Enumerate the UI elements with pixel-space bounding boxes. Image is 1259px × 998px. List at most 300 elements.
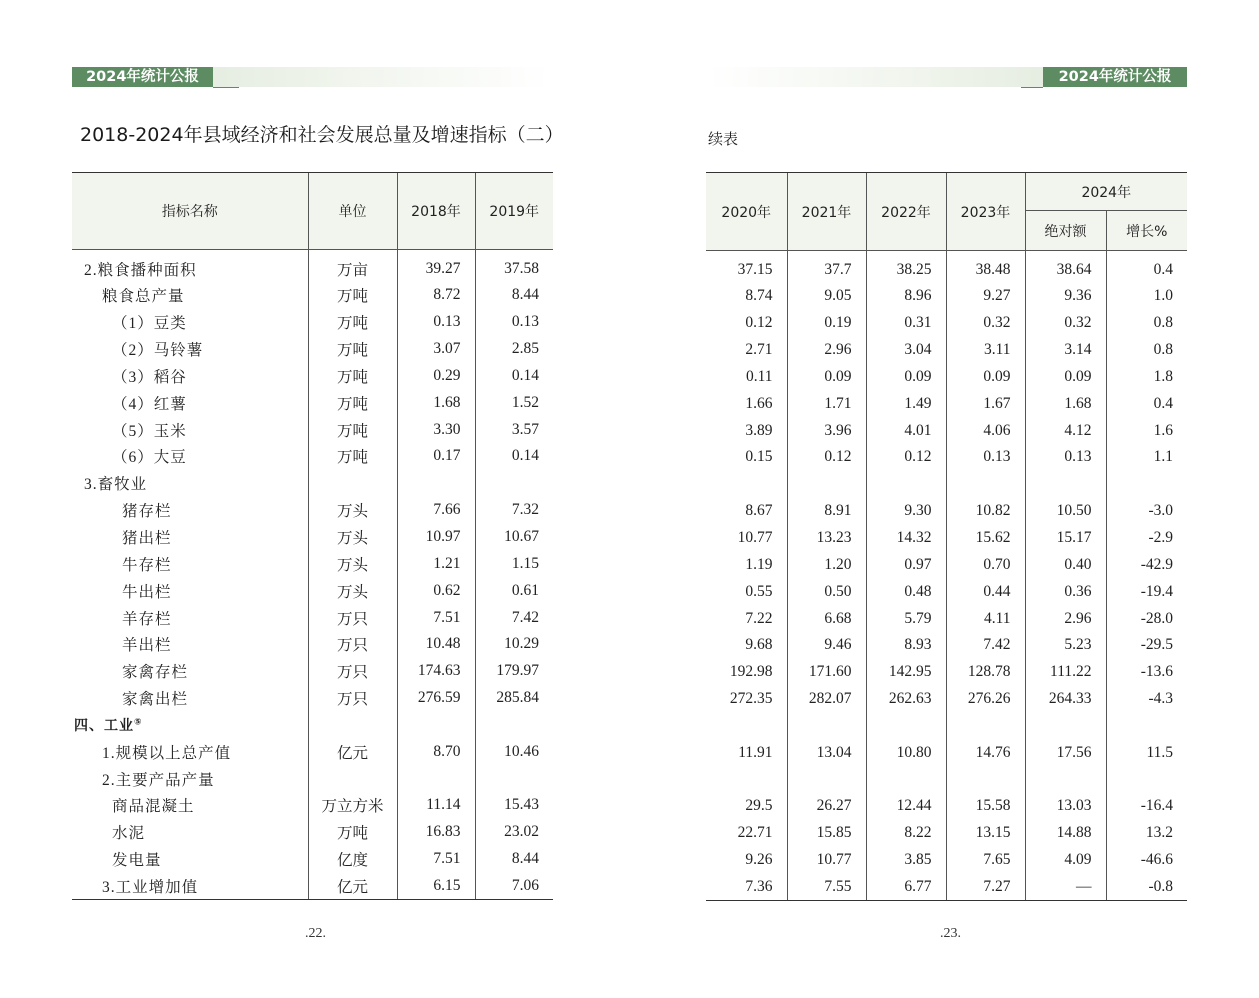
value-2020-cell <box>706 471 787 498</box>
value-2020-cell <box>706 713 787 740</box>
page-number-left: .22. <box>305 926 326 941</box>
value-2018-cell <box>397 712 475 739</box>
header-2024-group: 2024年 <box>1025 173 1187 211</box>
unit-cell: 亿元 <box>308 738 397 765</box>
table-row <box>72 497 553 524</box>
value-2020-cell: 7.22 <box>745 609 773 627</box>
value-2019-cell: 0.13 <box>475 309 553 336</box>
value-2019-cell: 1.52 <box>475 389 553 416</box>
table-row <box>706 390 1187 417</box>
page-number-right: .23. <box>940 926 961 941</box>
table-row <box>72 658 553 685</box>
value-2019-cell: 2.85 <box>475 336 553 363</box>
value-2022-cell: 3.85 <box>866 847 946 874</box>
header-2018: 2018年 <box>397 173 475 250</box>
table-row <box>706 739 1187 766</box>
table-row <box>72 470 553 497</box>
table-row <box>706 686 1187 713</box>
header-indicator-name: 指标名称 <box>72 173 308 250</box>
value-2021-cell <box>787 766 866 793</box>
value-2023-cell: 4.11 <box>946 605 1025 632</box>
indicator-name-cell <box>72 497 308 524</box>
table-row <box>72 309 553 336</box>
indicator-name: （2）马铃薯 <box>112 342 204 360</box>
indicator-name-cell <box>72 765 308 792</box>
indicator-name-cell <box>72 738 308 765</box>
value-2021-cell: 1.20 <box>787 551 866 578</box>
value-2022-cell: 1.49 <box>866 390 946 417</box>
value-2020-cell: 2.71 <box>745 341 773 359</box>
indicator-name-cell <box>72 685 308 712</box>
value-2020-cell: 1.66 <box>745 394 773 412</box>
value-2024-cell: 15.17 <box>1025 525 1106 552</box>
growth-cell: -0.8 <box>1106 874 1187 901</box>
table-row <box>706 766 1187 793</box>
table-row <box>706 337 1187 364</box>
value-2019-cell: 23.02 <box>475 819 553 846</box>
value-2021-cell: 0.19 <box>787 310 866 337</box>
growth-cell: -46.6 <box>1106 847 1187 874</box>
indicator-name: 四、工业 <box>74 717 134 734</box>
value-2020-cell: 0.55 <box>745 582 773 600</box>
indicator-name: 商品混凝土 <box>112 798 195 816</box>
value-2022-cell: 6.77 <box>866 874 946 901</box>
value-2024-cell: 0.13 <box>1025 444 1106 471</box>
value-2024-cell: 0.32 <box>1025 310 1106 337</box>
left-data-table <box>72 172 553 900</box>
value-2018-cell <box>397 470 475 497</box>
growth-cell: 0.8 <box>1106 310 1187 337</box>
value-2024-cell <box>1025 766 1106 793</box>
unit-cell <box>308 470 397 497</box>
value-2019-cell: 8.44 <box>475 282 553 309</box>
value-2023-cell: 0.70 <box>946 551 1025 578</box>
value-2018-cell: 8.72 <box>397 282 475 309</box>
indicator-name: 发电量 <box>112 852 162 870</box>
value-2023-cell: 0.13 <box>946 444 1025 471</box>
value-2019-cell: 0.14 <box>475 443 553 470</box>
value-2024-cell: 3.14 <box>1025 337 1106 364</box>
table-row <box>706 820 1187 847</box>
value-2021-cell: 9.46 <box>787 632 866 659</box>
unit-cell: 万吨 <box>308 282 397 309</box>
unit-cell: 万头 <box>308 550 397 577</box>
growth-cell: -3.0 <box>1106 498 1187 525</box>
unit-cell: 万吨 <box>308 309 397 336</box>
table-row <box>72 873 553 900</box>
indicator-name-cell <box>72 524 308 551</box>
table-row <box>706 471 1187 498</box>
table-row <box>706 364 1187 391</box>
value-2020-cell: 0.12 <box>745 314 773 332</box>
table-row <box>72 631 553 658</box>
value-2020-cell: 10.77 <box>737 529 773 547</box>
value-2023-cell: 1.67 <box>946 390 1025 417</box>
value-2024-cell: 17.56 <box>1025 739 1106 766</box>
unit-cell: 万吨 <box>308 819 397 846</box>
growth-cell: 13.2 <box>1106 820 1187 847</box>
indicator-name: 猪存栏 <box>122 503 172 521</box>
table-row <box>72 577 553 604</box>
indicator-name: 牛存栏 <box>122 556 172 574</box>
value-2022-cell <box>866 471 946 498</box>
value-2020-cell: 7.36 <box>706 874 787 901</box>
indicator-name-cell <box>72 846 308 873</box>
table-row <box>706 498 1187 525</box>
table-row <box>72 250 553 283</box>
unit-cell: 万吨 <box>308 389 397 416</box>
value-2022-cell <box>866 766 946 793</box>
value-2023-cell: 128.78 <box>946 659 1025 686</box>
table-row <box>72 389 553 416</box>
value-2022-cell: 142.95 <box>866 659 946 686</box>
value-2022-cell: 9.30 <box>866 498 946 525</box>
value-2018-cell: 1.68 <box>397 389 475 416</box>
table-title: 2018-2024年县域经济和社会发展总量及增速指标（二） <box>80 124 564 146</box>
value-2023-cell: 9.27 <box>946 283 1025 310</box>
value-2020-cell: 29.5 <box>745 797 773 815</box>
indicator-name: 粮食总产量 <box>102 288 185 306</box>
indicator-name-cell <box>72 282 308 309</box>
value-2022-cell: 0.48 <box>866 578 946 605</box>
growth-cell <box>1106 766 1187 793</box>
value-2024-cell: 14.88 <box>1025 820 1106 847</box>
table-row <box>72 336 553 363</box>
unit-cell: 万只 <box>308 658 397 685</box>
indicator-name-cell <box>72 819 308 846</box>
value-2023-cell: 15.62 <box>946 525 1025 552</box>
unit-cell: 万吨 <box>308 416 397 443</box>
indicator-name: 羊存栏 <box>122 610 172 628</box>
right-data-table <box>706 172 1187 901</box>
right-table-body <box>706 251 1187 901</box>
header-absolute: 绝对额 <box>1025 211 1106 251</box>
left-table-body <box>72 250 553 900</box>
value-2019-cell: 8.44 <box>475 846 553 873</box>
value-2019-cell: 10.46 <box>475 738 553 765</box>
value-2020-cell: 9.68 <box>745 636 773 654</box>
growth-cell <box>1106 713 1187 740</box>
table-row <box>706 632 1187 659</box>
header-2022: 2022年 <box>866 173 946 251</box>
unit-cell: 万头 <box>308 577 397 604</box>
value-2020-cell: 22.71 <box>737 824 773 842</box>
value-2023-cell: 13.15 <box>946 820 1025 847</box>
table-row <box>706 713 1187 740</box>
value-2019-cell <box>475 765 553 792</box>
header-2021: 2021年 <box>787 173 866 251</box>
value-2018-cell: 0.17 <box>397 443 475 470</box>
growth-cell: -16.4 <box>1106 793 1187 820</box>
value-2019-cell: 15.43 <box>475 792 553 819</box>
table-row <box>706 310 1187 337</box>
value-2023-cell <box>946 766 1025 793</box>
indicator-name-cell <box>72 250 308 283</box>
value-2022-cell: 4.01 <box>866 417 946 444</box>
value-2021-cell: 13.23 <box>787 525 866 552</box>
growth-cell: -19.4 <box>1106 578 1187 605</box>
table-row <box>72 846 553 873</box>
value-2024-cell: 5.23 <box>1025 632 1106 659</box>
value-2019-cell: 3.57 <box>475 416 553 443</box>
value-2021-cell: 0.12 <box>787 444 866 471</box>
value-2021-cell: 10.77 <box>787 847 866 874</box>
table-row <box>72 604 553 631</box>
value-2022-cell: 262.63 <box>866 686 946 713</box>
value-2021-cell: 7.55 <box>787 874 866 901</box>
unit-cell: 万吨 <box>308 363 397 390</box>
table-row <box>72 524 553 551</box>
value-2023-cell: 7.42 <box>946 632 1025 659</box>
indicator-name-cell <box>72 577 308 604</box>
indicator-name: 3.工业增加值 <box>102 878 199 896</box>
value-2024-cell: 2.96 <box>1025 605 1106 632</box>
value-2022-cell: 3.04 <box>866 337 946 364</box>
table-row <box>706 251 1187 284</box>
growth-cell: -42.9 <box>1106 551 1187 578</box>
value-2018-cell: 0.62 <box>397 577 475 604</box>
unit-cell: 万只 <box>308 604 397 631</box>
header-2020: 2020年 <box>706 173 787 251</box>
unit-cell <box>308 712 397 739</box>
value-2023-cell: 38.48 <box>946 251 1025 284</box>
header-2019: 2019年 <box>475 173 553 250</box>
value-2018-cell: 16.83 <box>397 819 475 846</box>
growth-cell: 1.6 <box>1106 417 1187 444</box>
value-2024-cell: 38.64 <box>1025 251 1106 284</box>
indicator-name: 家禽出栏 <box>122 691 189 709</box>
value-2024-cell: 9.36 <box>1025 283 1106 310</box>
value-2018-cell: 3.30 <box>397 416 475 443</box>
unit-cell: 万吨 <box>308 336 397 363</box>
table-row <box>706 417 1187 444</box>
value-2019-cell: 0.14 <box>475 363 553 390</box>
value-2024-cell: 0.36 <box>1025 578 1106 605</box>
value-2024-cell: 4.12 <box>1025 417 1106 444</box>
value-2023-cell: 14.76 <box>946 739 1025 766</box>
table-row <box>72 738 553 765</box>
indicator-name-cell <box>72 336 308 363</box>
value-2024-cell: 111.22 <box>1025 659 1106 686</box>
value-2022-cell <box>866 713 946 740</box>
value-2019-cell: 7.42 <box>475 604 553 631</box>
value-2020-cell: 1.19 <box>745 555 773 573</box>
value-2021-cell: 2.96 <box>787 337 866 364</box>
unit-cell: 万立方米 <box>308 792 397 819</box>
value-2023-cell: 276.26 <box>946 686 1025 713</box>
indicator-name-cell <box>72 470 308 497</box>
indicator-name: 水泥 <box>112 825 146 843</box>
header-growth: 增长% <box>1106 211 1187 251</box>
table-row <box>72 416 553 443</box>
indicator-name: （5）玉米 <box>112 422 187 440</box>
indicator-name-cell <box>72 712 308 739</box>
indicator-name: 羊出栏 <box>122 637 172 655</box>
continued-label: 续表 <box>708 130 739 148</box>
value-2022-cell: 0.12 <box>866 444 946 471</box>
value-2023-cell: 4.06 <box>946 417 1025 444</box>
value-2023-cell: 0.32 <box>946 310 1025 337</box>
unit-cell: 万只 <box>308 685 397 712</box>
growth-cell <box>1106 471 1187 498</box>
right-header-rule <box>1021 87 1043 88</box>
indicator-name: 2.主要产品产量 <box>102 771 215 789</box>
growth-cell: 11.5 <box>1106 739 1187 766</box>
unit-cell <box>308 765 397 792</box>
value-2018-cell: 11.14 <box>397 792 475 819</box>
value-2023-cell: 0.44 <box>946 578 1025 605</box>
value-2024-cell <box>1025 471 1106 498</box>
value-2024-cell: 1.68 <box>1025 390 1106 417</box>
table-row <box>706 874 1187 901</box>
unit-cell: 万头 <box>308 524 397 551</box>
growth-cell: -13.6 <box>1106 659 1187 686</box>
table-row <box>706 283 1187 310</box>
table-row <box>72 685 553 712</box>
indicator-name: （6）大豆 <box>112 449 187 467</box>
table-row <box>706 605 1187 632</box>
value-2019-cell: 10.29 <box>475 631 553 658</box>
indicator-name: 1.规模以上总产值 <box>102 744 232 762</box>
value-2021-cell <box>787 713 866 740</box>
value-2019-cell: 7.06 <box>475 873 553 900</box>
indicator-name-cell <box>72 363 308 390</box>
value-2021-cell: 171.60 <box>787 659 866 686</box>
value-2020-cell: 272.35 <box>729 690 773 708</box>
value-2019-cell: 1.15 <box>475 550 553 577</box>
value-2022-cell: 0.31 <box>866 310 946 337</box>
value-2023-cell <box>946 471 1025 498</box>
value-2020-cell: 11.91 <box>738 743 773 761</box>
indicator-name-cell <box>72 873 308 900</box>
value-2018-cell: 7.51 <box>397 604 475 631</box>
growth-cell: 1.8 <box>1106 364 1187 391</box>
indicator-name: 3.畜牧业 <box>84 476 148 494</box>
right-header-tag: 2024年统计公报 <box>1043 67 1187 87</box>
table-row <box>706 578 1187 605</box>
value-2024-cell: 10.50 <box>1025 498 1106 525</box>
value-2021-cell: 8.91 <box>787 498 866 525</box>
value-2023-cell: 7.65 <box>946 847 1025 874</box>
value-2018-cell: 7.51 <box>397 846 475 873</box>
value-2019-cell: 285.84 <box>475 685 553 712</box>
table-row <box>72 443 553 470</box>
table-row <box>706 793 1187 820</box>
value-2021-cell: 26.27 <box>787 793 866 820</box>
value-2018-cell: 3.07 <box>397 336 475 363</box>
indicator-name-cell <box>72 631 308 658</box>
value-2018-cell: 39.27 <box>397 250 475 283</box>
value-2019-cell: 7.32 <box>475 497 553 524</box>
indicator-name: （1）豆类 <box>112 315 187 333</box>
indicator-name: 牛出栏 <box>122 583 172 601</box>
value-2019-cell: 0.61 <box>475 577 553 604</box>
value-2018-cell: 7.66 <box>397 497 475 524</box>
value-2022-cell: 14.32 <box>866 525 946 552</box>
value-2021-cell: 1.71 <box>787 390 866 417</box>
indicator-name-cell <box>72 550 308 577</box>
table-row <box>706 444 1187 471</box>
unit-cell: 亿元 <box>308 873 397 900</box>
value-2018-cell: 0.13 <box>397 309 475 336</box>
growth-cell: -2.9 <box>1106 525 1187 552</box>
growth-cell: 0.4 <box>1106 390 1187 417</box>
value-2020-cell: 0.15 <box>745 448 773 466</box>
indicator-name-cell <box>72 416 308 443</box>
growth-cell: 1.0 <box>1106 283 1187 310</box>
value-2022-cell: 10.80 <box>866 739 946 766</box>
value-2021-cell: 37.7 <box>787 251 866 284</box>
indicator-name-cell <box>72 443 308 470</box>
indicator-name-cell <box>72 389 308 416</box>
value-2020-cell: 8.67 <box>745 502 773 520</box>
table-row <box>72 363 553 390</box>
unit-cell: 万吨 <box>308 443 397 470</box>
value-2022-cell: 0.97 <box>866 551 946 578</box>
value-2023-cell: 3.11 <box>946 337 1025 364</box>
value-2021-cell: 15.85 <box>787 820 866 847</box>
indicator-name-cell <box>72 658 308 685</box>
value-2022-cell: 8.96 <box>866 283 946 310</box>
growth-cell: 0.4 <box>1106 251 1187 284</box>
indicator-name: （3）稻谷 <box>112 368 187 386</box>
indicator-name-cell <box>72 604 308 631</box>
indicator-name: 猪出栏 <box>122 530 172 548</box>
value-2021-cell: 6.68 <box>787 605 866 632</box>
value-2023-cell: 7.27 <box>946 874 1025 901</box>
value-2022-cell: 12.44 <box>866 793 946 820</box>
value-2020-cell: 192.98 <box>729 663 773 681</box>
value-2018-cell: 174.63 <box>397 658 475 685</box>
value-2018-cell <box>397 765 475 792</box>
table-row <box>72 282 553 309</box>
table-row <box>706 551 1187 578</box>
value-2019-cell: 10.67 <box>475 524 553 551</box>
value-2020-cell: 37.15 <box>737 261 773 278</box>
value-2021-cell: 282.07 <box>787 686 866 713</box>
value-2020-cell: 9.26 <box>745 851 773 869</box>
value-2022-cell: 5.79 <box>866 605 946 632</box>
value-2020-cell: 8.74 <box>745 287 773 305</box>
table-row <box>706 847 1187 874</box>
indicator-name: （4）红薯 <box>112 395 187 413</box>
table-row <box>72 765 553 792</box>
table-row <box>72 792 553 819</box>
growth-cell: 0.8 <box>1106 337 1187 364</box>
value-2018-cell: 276.59 <box>397 685 475 712</box>
left-header-tag: 2024年统计公报 <box>72 67 213 87</box>
value-2023-cell: 10.82 <box>946 498 1025 525</box>
value-2019-cell <box>475 470 553 497</box>
value-2020-cell: 0.11 <box>745 367 773 385</box>
value-2021-cell: 3.96 <box>787 417 866 444</box>
value-2024-cell: 264.33 <box>1025 686 1106 713</box>
unit-cell: 亿度 <box>308 846 397 873</box>
value-2020-cell: 3.89 <box>745 421 773 439</box>
value-2018-cell: 10.48 <box>397 631 475 658</box>
unit-cell: 万头 <box>308 497 397 524</box>
value-2022-cell: 8.22 <box>866 820 946 847</box>
value-2019-cell: 179.97 <box>475 658 553 685</box>
growth-cell: -29.5 <box>1106 632 1187 659</box>
header-unit: 单位 <box>308 173 397 250</box>
value-2024-cell <box>1025 713 1106 740</box>
value-2021-cell: 13.04 <box>787 739 866 766</box>
value-2022-cell: 0.09 <box>866 364 946 391</box>
value-2024-cell: 13.03 <box>1025 793 1106 820</box>
table-row <box>706 525 1187 552</box>
value-2018-cell: 10.97 <box>397 524 475 551</box>
